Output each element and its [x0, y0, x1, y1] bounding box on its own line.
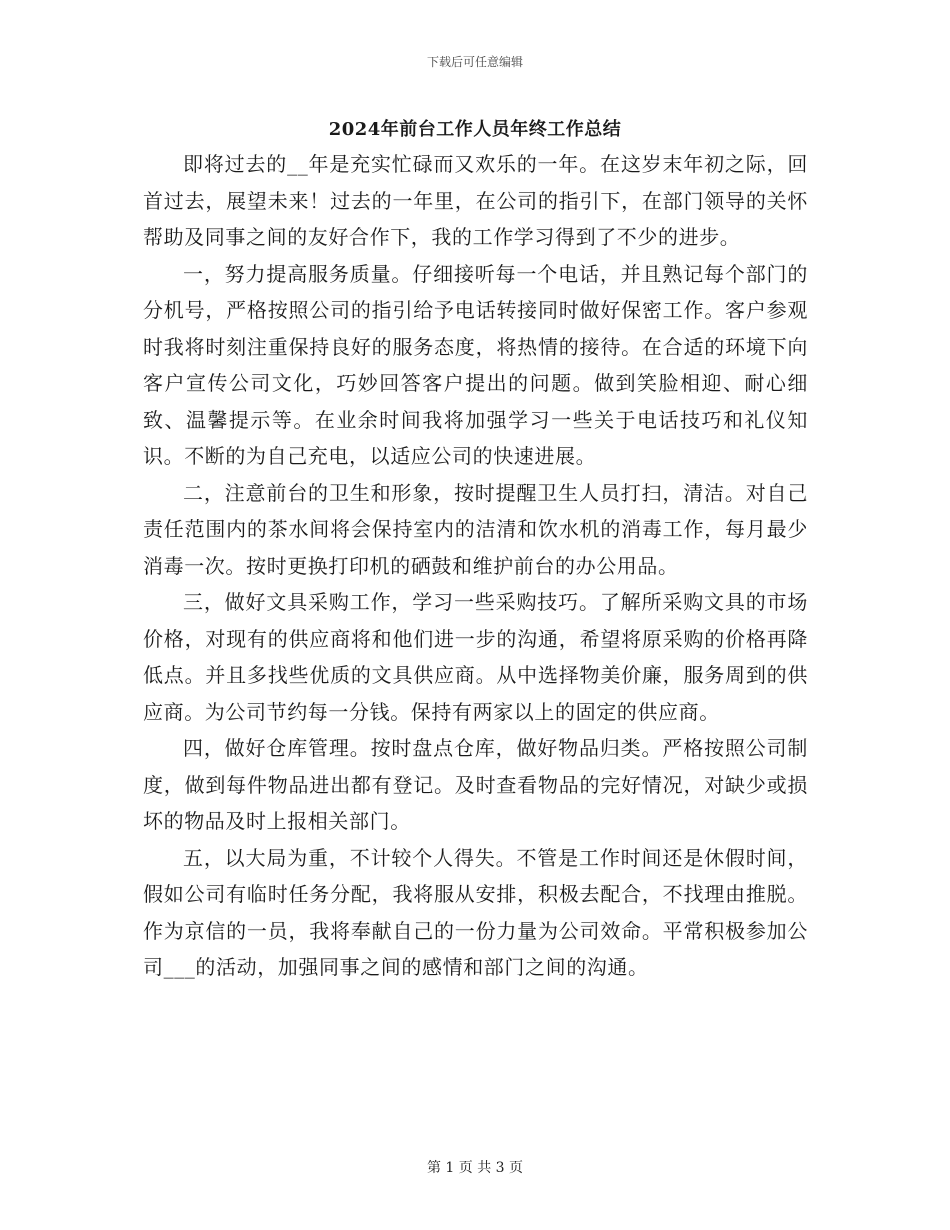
paragraph-item-5: 五，以大局为重，不计较个人得失。不管是工作时间还是休假时间，假如公司有临时任务分配，我将服从安排，积极去配合，不找理由推脱。作为京信的一员，我将奉献自己的一份力量为公司效命。平常积极参加公司___的活动，加强同事之间的感情和部门之间的沟通。 — [143, 845, 808, 979]
paragraph-item-2: 二，注意前台的卫生和形象，按时提醒卫生人员打扫，清洁。对自己责任范围内的茶水间将会保持室内的洁清和饮水机的消毒工作，每月最少消毒一次。按时更换打印机的硒鼓和维护前台的办公用品。 — [143, 480, 808, 578]
document-title: 2024年前台工作人员年终工作总结 — [328, 119, 622, 140]
page-footer: 第 1 页 共 3 页 — [426, 1160, 524, 1176]
document-body — [143, 146, 808, 986]
paragraph-item-3: 三，做好文具采购工作，学习一些采购技巧。了解所采购文具的市场价格，对现有的供应商将和他们进一步的沟通，希望将原采购的价格再降低点。并且多找些优质的文具供应商。从中选择物美价廉，服务周到的供应商。为公司节约每一分钱。保持有两家以上的固定的供应商。 — [143, 590, 808, 724]
paragraph-item-1: 一，努力提高服务质量。仔细接听每一个电话，并且熟记每个部门的分机号，严格按照公司的指引给予电话转接同时做好保密工作。客户参观时我将时刻注重保持良好的服务态度，将热情的接待。在合适的环境下向客户宣传公司文化，巧妙回答客户提出的问题。做到笑脸相迎、耐心细致、温馨提示等。在业余时间我将加强学习一些关于电话技巧和礼仪知识。不断的为自己充电，以适应公司的快速进展。 — [143, 261, 808, 468]
header-note: 下载后可任意编辑 — [426, 55, 523, 69]
paragraph-item-4: 四，做好仓库管理。按时盘点仓库，做好物品归类。严格按照公司制度，做到每件物品进出都有登记。及时查看物品的完好情况，对缺少或损坏的物品及时上报相关部门。 — [143, 736, 808, 833]
paragraph-intro: 即将过去的__年是充实忙碌而又欢乐的一年。在这岁末年初之际，回首过去，展望未来！过去的一年里，在公司的指引下，在部门领导的关怀帮助及同事之间的友好合作下，我的工作学习得到了不少的进步。 — [143, 152, 808, 249]
